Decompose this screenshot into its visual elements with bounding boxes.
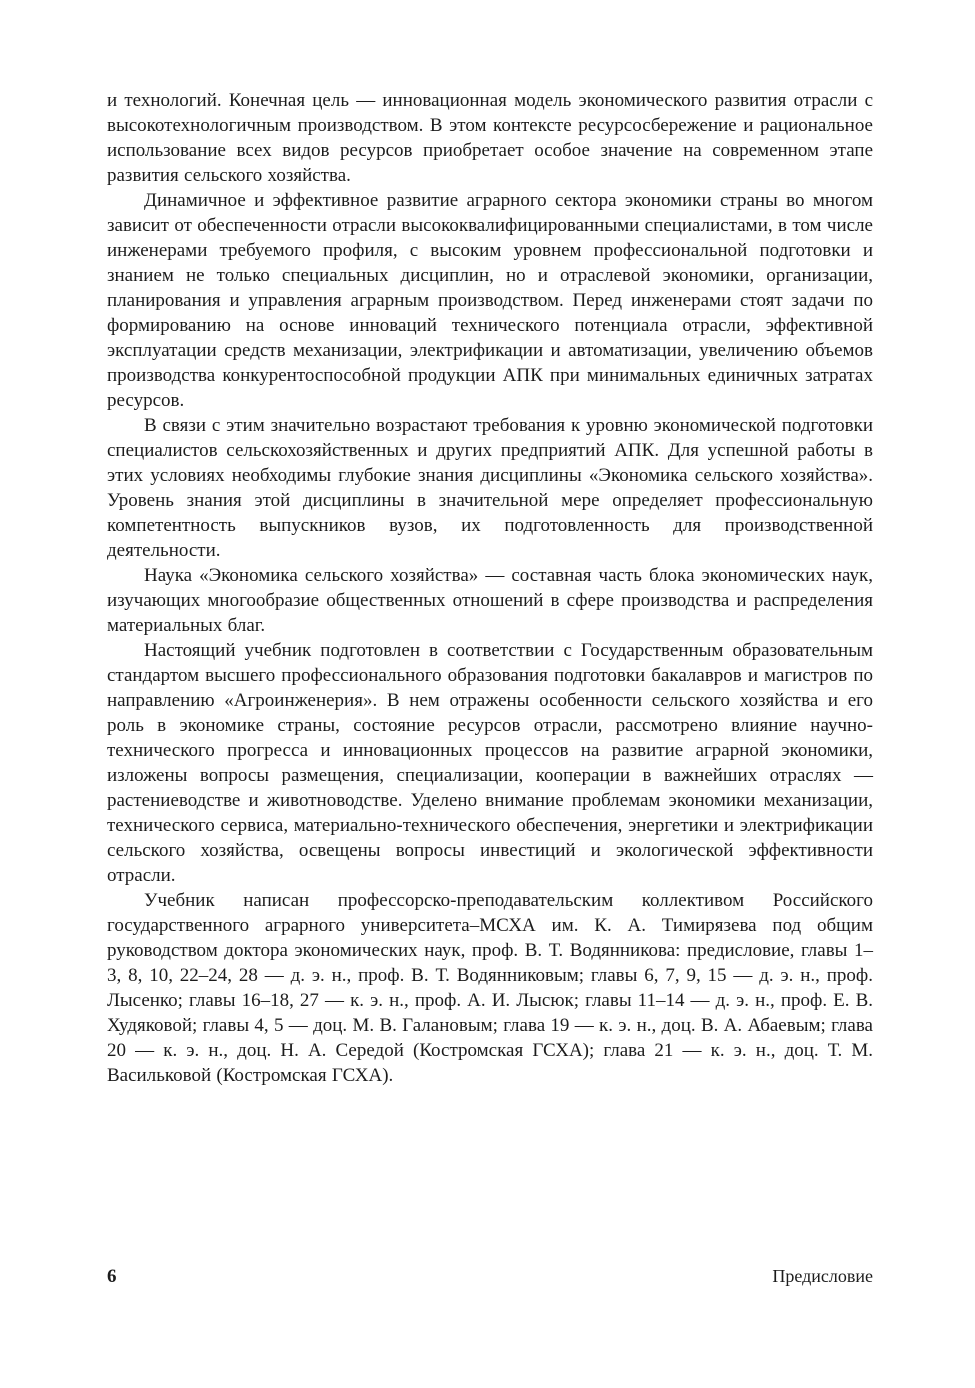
page-text-block	[107, 88, 873, 1088]
paragraph: Учебник написан профессорско-преподавательским коллективом Российского государственного аграрного университета–МСХА им. К. А. Тимирязева под общим руководством доктора экономических наук, проф. В. Т. Водянникова: предисловие, главы 1–3, 8, 10, 22–24, 28 — д. э. н., проф. В. Т. Водянниковым; главы 6, 7, 9, 15 — д. э. н., проф. Лысенко; главы 16–18, 27 — к. э. н., проф. А. И. Лысюк; главы 11–14 — д. э. н., проф. Е. В. Худяковой; главы 4, 5 — доц. М. В. Галановым; глава 19 — к. э. н., доц. В. А. Абаевым; глава 20 — к. э. н., доц. Н. А. Середой (Костромская ГСХА); глава 21 — к. э. н., доц. Т. М. Васильковой (Костромская ГСХА).	[107, 890, 873, 1086]
paragraph: Настоящий учебник подготовлен в соответствии с Государственным образовательным стандартом высшего профессионального образования подготовки бакалавров и магистров по направлению «Агроинженерия». В нем отражены особенности сельского хозяйства и его роль в экономике страны, состояние ресурсов отрасли, рассмотрено влияние научно-технического прогресса и инновационных процессов на развитие аграрной экономики, изложены вопросы размещения, специализации, кооперации в важнейших отраслях — растениеводстве и животноводстве. Уделено внимание проблемам экономики механизации, технического сервиса, материально-технического обеспечения, энергетики и электрификации сельского хозяйства, освещены вопросы инвестиций и экологической эффективности отрасли.	[107, 640, 873, 886]
page-number: 6	[107, 1266, 117, 1287]
page-footer	[107, 1266, 873, 1288]
running-footer-title: Предисловие	[772, 1266, 873, 1286]
paragraph-continuation: и технологий. Конечная цель — инновационная модель экономического развития отрасли с высокотехнологичным производством. В этом контексте ресурсосбережение и рациональное использование всех видов ресурсов приобретает особое значение на современном этапе развития сельского хозяйства.	[107, 90, 873, 186]
paragraph: Наука «Экономика сельского хозяйства» — составная часть блока экономических наук, изучающих многообразие общественных отношений в сфере производства и распределения материальных благ.	[107, 565, 873, 636]
paragraph: Динамичное и эффективное развитие аграрного сектора экономики страны во многом зависит от обеспеченности отрасли высококвалифицированными специалистами, в том числе инженерами требуемого профиля, с высоким уровнем профессиональной подготовки и знанием не только специальных дисциплин, но и отраслевой экономики, организации, планирования и управления аграрным производством. Перед инженерами стоят задачи по формированию на основе инноваций технического потенциала отрасли, эффективной эксплуатации средств механизации, электрификации и автоматизации, увеличению объемов производства конкурентоспособной продукции АПК при минимальных единичных затратах ресурсов.	[107, 190, 873, 411]
paragraph: В связи с этим значительно возрастают требования к уровню экономической подготовки специалистов сельскохозяйственных и других предприятий АПК. Для успешной работы в этих условиях необходимы глубокие знания дисциплины «Экономика сельского хозяйства». Уровень знания этой дисциплины в значительной мере определяет профессиональную компетентность выпускников вузов, их подготовленность для производственной деятельности.	[107, 415, 873, 561]
